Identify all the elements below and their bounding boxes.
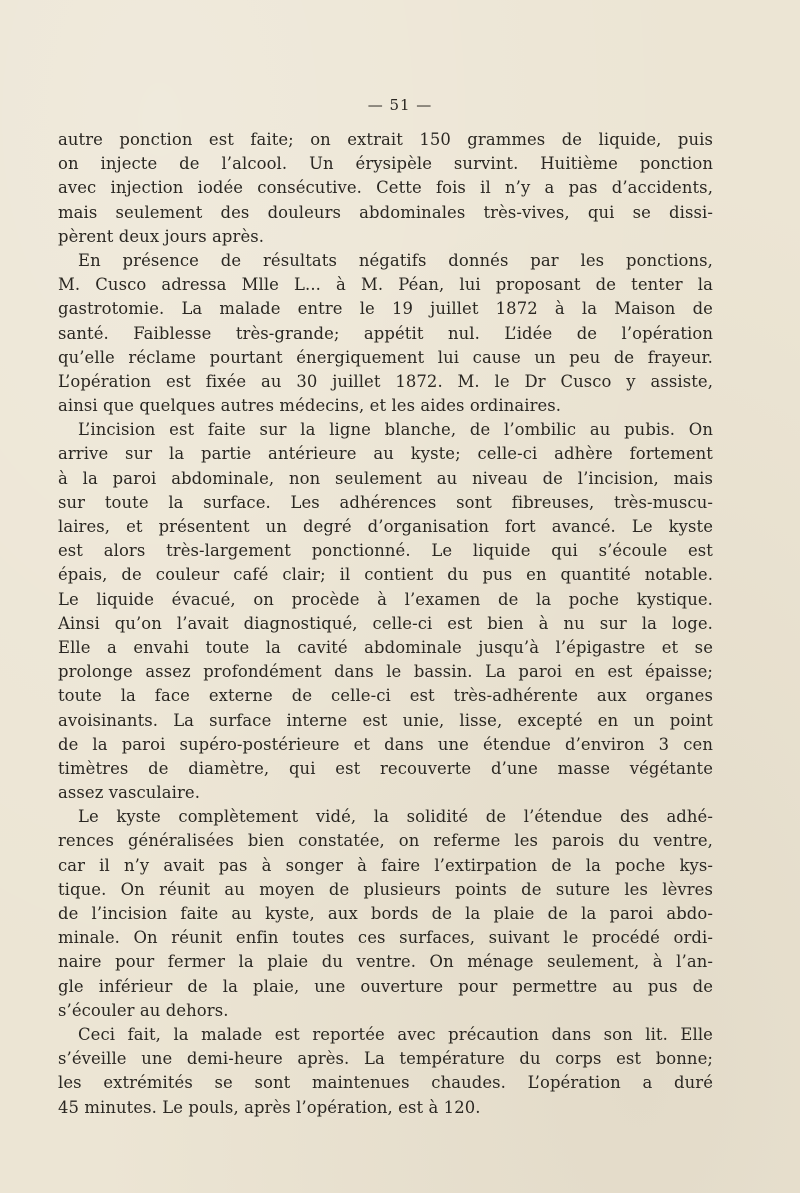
text-line: assez vasculaire. — [58, 783, 201, 803]
text-line: car il n’y avait pas à songer à faire l’extirpation de la poche kys- — [58, 855, 713, 875]
text-line: gle inférieur de la plaie, une ouverture pour permettre au pus de — [58, 976, 713, 996]
text-line: toute la face externe de celle-ci est très-adhérente aux organes — [58, 686, 713, 706]
text-line: de l’incision faite au kyste, aux bords de la plaie de la paroi abdo- — [58, 904, 713, 923]
text-line: Ceci fait, la malade est reportée avec précaution dans son lit. Elle — [78, 1024, 713, 1044]
text-line: minale. On réunit enfin toutes ces surfaces, suivant le procédé ordi- — [58, 928, 713, 948]
page-header — [0, 96, 800, 116]
text-line: L’incision est faite sur la ligne blanche, de l’ombilic au pubis. On — [78, 420, 713, 440]
text-line: Elle a envahi toute la cavité abdominale jusqu’à l’épigastre et se — [58, 637, 713, 657]
text-line: qu’elle réclame pourtant énergiquement lui cause un peu de frayeur. — [58, 347, 713, 367]
text-line: 45 minutes. Le pouls, après l’opération, est à 120. — [58, 1097, 481, 1117]
text-line: autre ponction est faite; on extrait 150 grammes de liquide, puis — [58, 130, 713, 149]
text-line: avoisinants. La surface interne est unie, lisse, excepté en un point — [58, 710, 713, 730]
text-line: L’opération est fixée au 30 juillet 1872. M. le Dr Cusco y assiste, — [58, 371, 713, 391]
text-line: s’éveille une demi-heure après. La température du corps est bonne; — [58, 1049, 713, 1069]
text-line: Le kyste complètement vidé, la solidité de l’étendue des adhé- — [78, 807, 713, 827]
text-line: mais seulement des douleurs abdominales très-vives, qui se dissi- — [58, 202, 713, 222]
text-line: arrive sur la partie antérieure au kyste; celle-ci adhère fortement — [58, 444, 713, 464]
text-line: En présence de résultats négatifs donnés par les ponctions, — [78, 250, 713, 270]
text-line: avec injection iodée consécutive. Cette fois il n’y a pas d’accidents, — [58, 178, 713, 198]
text-line: les extrémités se sont maintenues chaudes. L’opération a duré — [58, 1073, 713, 1093]
text-line: de la paroi supéro-postérieure et dans une étendue d’environ 3 cen — [58, 734, 713, 754]
text-line: pèrent deux jours après. — [58, 226, 265, 246]
text-line: prolonge assez profondément dans le bassin. La paroi en est épaisse; — [58, 662, 713, 682]
text-line: naire pour fermer la plaie du ventre. On ménage seulement, à l’an- — [58, 952, 713, 972]
body-text — [58, 128, 713, 1120]
text-line: Ainsi qu’on l’avait diagnostiqué, celle-ci est bien à nu sur la loge. — [58, 613, 713, 633]
text-line: Le liquide évacué, on procède à l’examen de la poche kystique. — [58, 589, 713, 609]
text-line: rences généralisées bien constatée, on referme les parois du ventre, — [58, 831, 713, 851]
text-line: sur toute la surface. Les adhérences sont fibreuses, très-muscu- — [58, 492, 713, 512]
page-number: — 51 — — [367, 96, 433, 114]
text-line: tique. On réunit au moyen de plusieurs points de suture les lèvres — [58, 879, 713, 899]
text-line: épais, de couleur café clair; il contient du pus en quantité notable. — [58, 565, 713, 585]
text-line: M. Cusco adressa Mlle L... à M. Péan, lui proposant de tenter la — [58, 275, 713, 295]
text-line: on injecte de l’alcool. Un érysipèle survint. Huitième ponction — [58, 154, 713, 174]
text-line: santé. Faiblesse très-grande; appétit nul. L’idée de l’opération — [58, 323, 713, 343]
text-line: est alors très-largement ponctionné. Le liquide qui s’écoule est — [58, 541, 713, 561]
text-line: s’écouler au dehors. — [58, 1000, 229, 1020]
text-line: à la paroi abdominale, non seulement au niveau de l’incision, mais — [58, 468, 713, 488]
text-line: timètres de diamètre, qui est recouverte d’une masse végétante — [58, 758, 713, 778]
text-line: laires, et présentent un degré d’organisation fort avancé. Le kyste — [58, 517, 713, 536]
text-line: gastrotomie. La malade entre le 19 juillet 1872 à la Maison de — [58, 299, 713, 319]
text-line: ainsi que quelques autres médecins, et les aides ordinaires. — [58, 396, 562, 416]
